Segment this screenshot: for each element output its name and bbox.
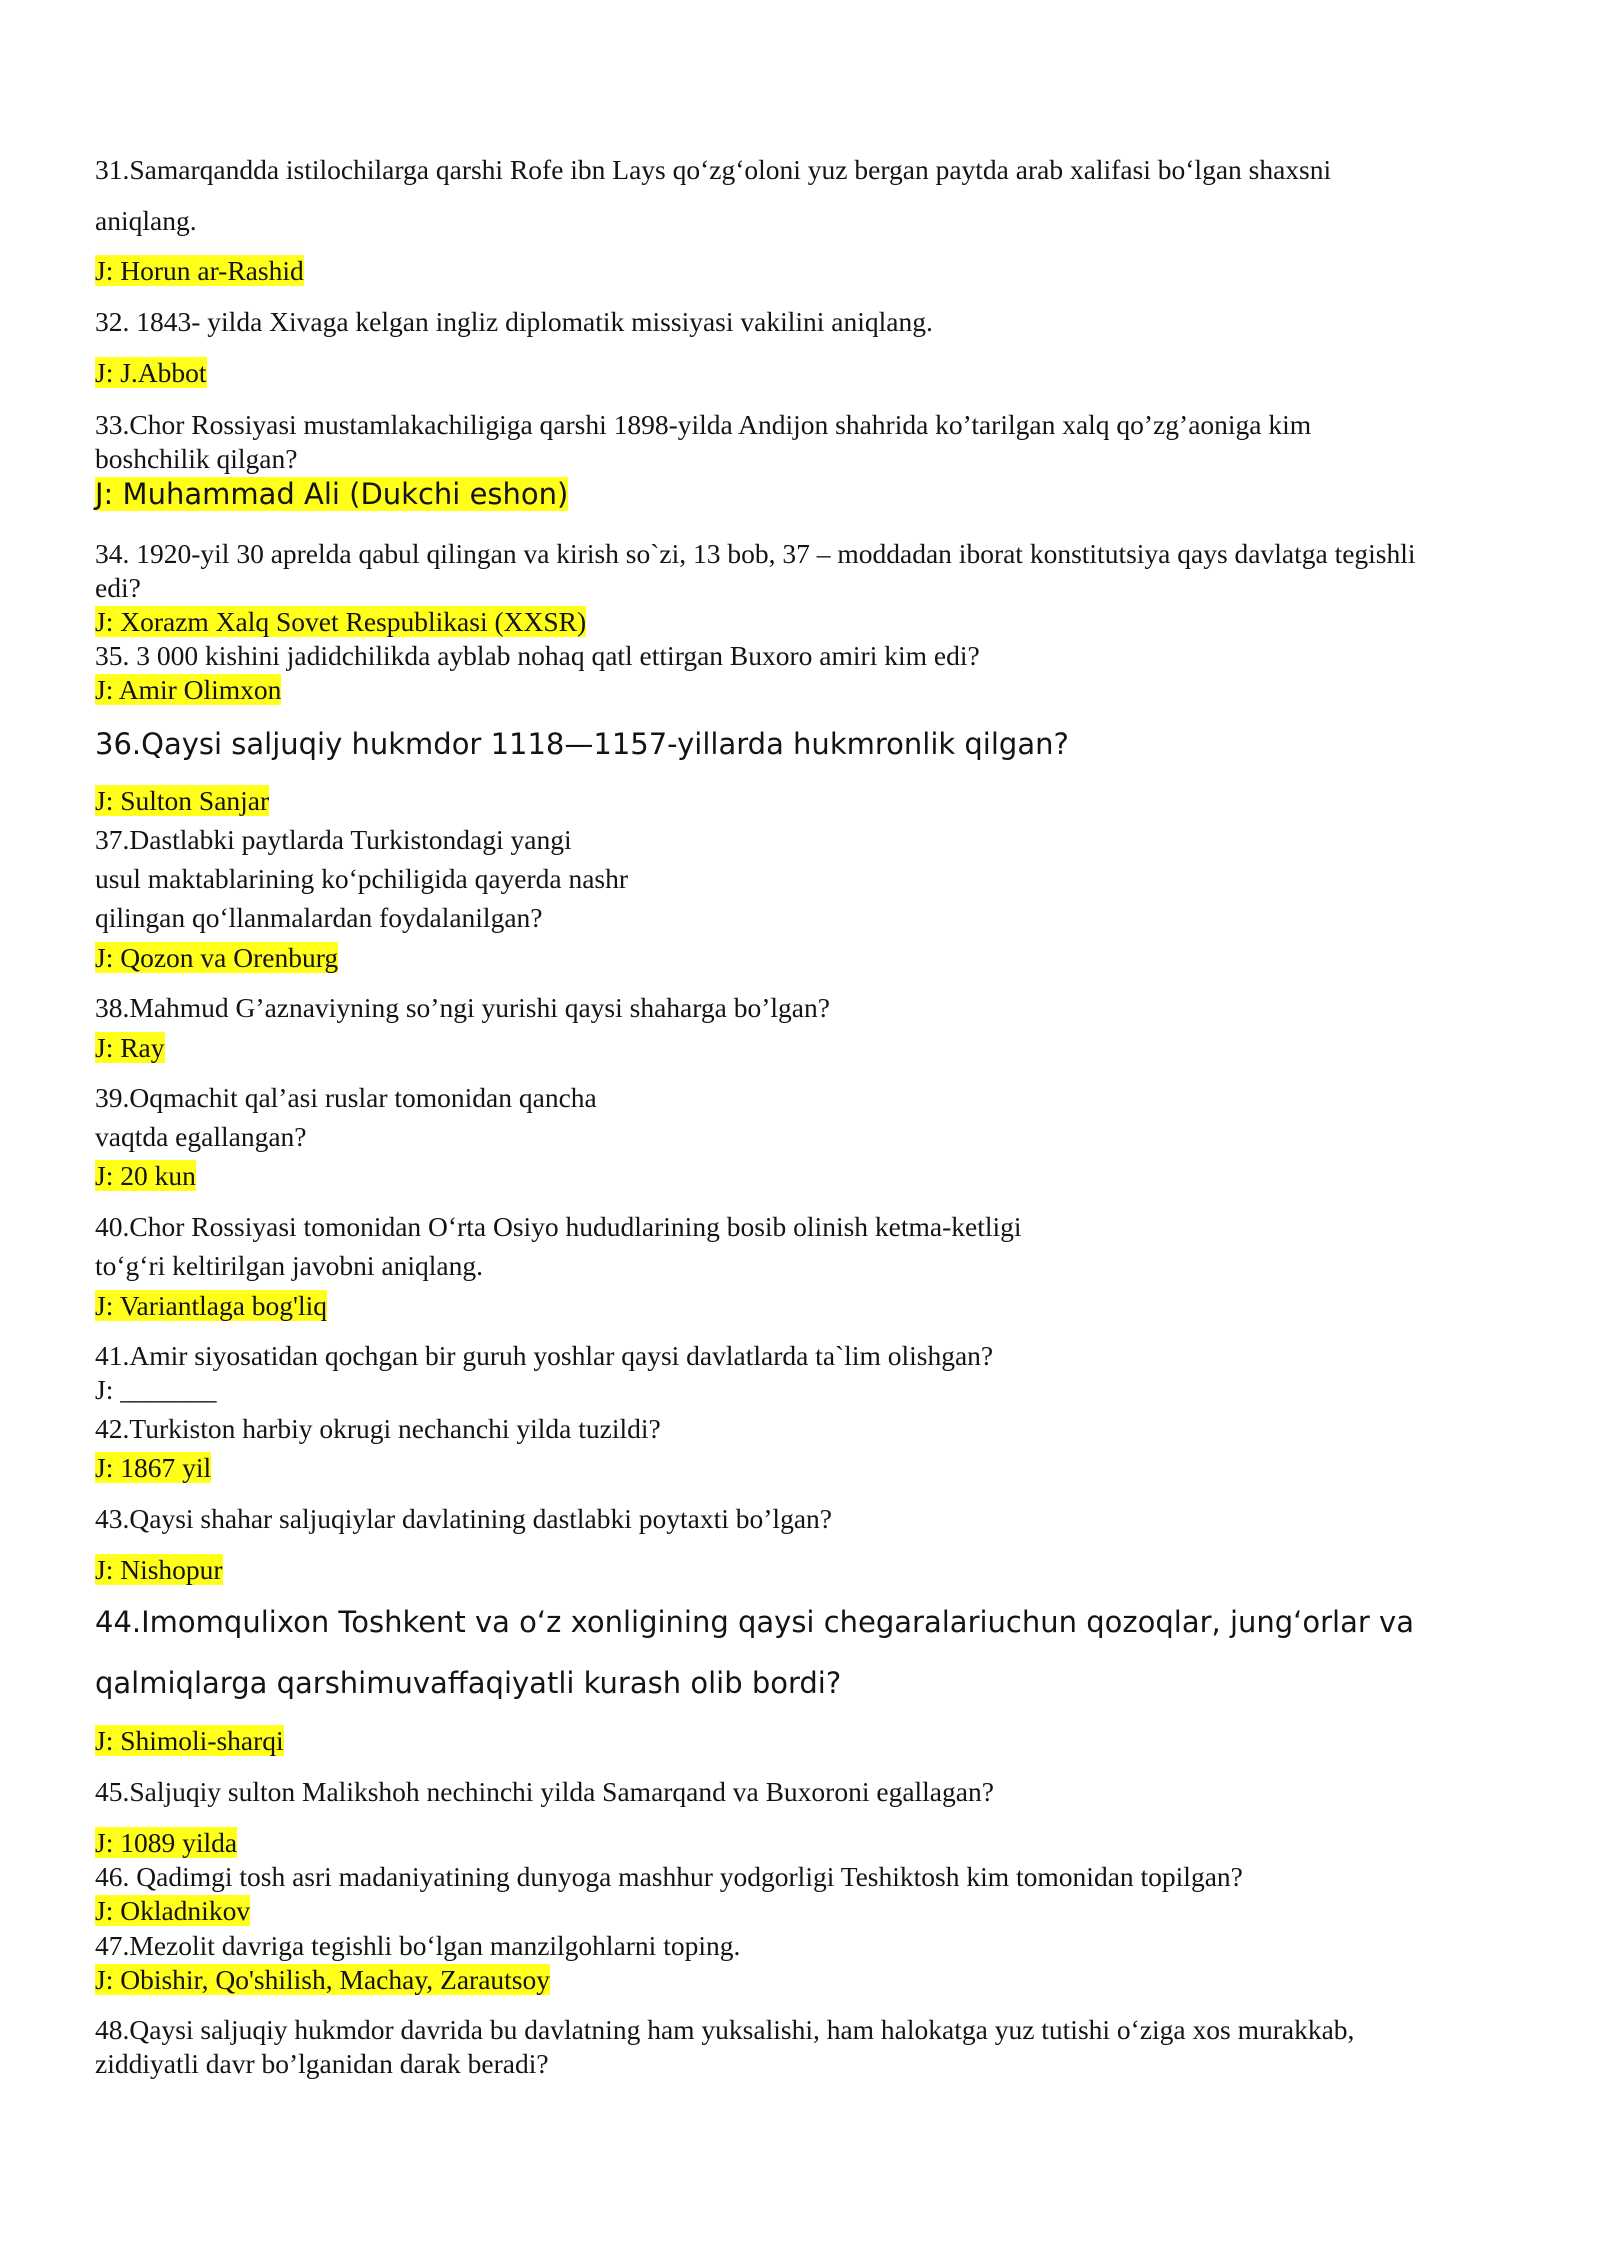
question-45 — [95, 1774, 1490, 1809]
question-34 — [95, 536, 1490, 571]
question-47 — [95, 1928, 1490, 1963]
question-37 — [95, 822, 1490, 857]
question-48-line-2: ziddiyatli davr bo’lganidan darak beradi? — [95, 2048, 549, 2079]
question-35-text: 35. 3 000 kishini jadidchilikda ayblab nohaq qatl ettirgan Buxoro amiri kim edi? — [95, 640, 980, 671]
answer-35 — [95, 672, 1490, 707]
question-38 — [95, 990, 1490, 1025]
question-39 — [95, 1080, 1490, 1115]
answer-47 — [95, 1962, 1490, 1997]
question-36-text: 36.Qaysi saljuqiy hukmdor 1118—1157-yillarda hukmronlik qilgan? — [95, 727, 1069, 761]
answer-37 — [95, 940, 1490, 975]
answer-32-text: J: J.Abbot — [95, 357, 207, 388]
answer-33-text: J: Muhammad Ali (Dukchi eshon) — [95, 477, 569, 511]
answer-37-text: J: Qozon va Orenburg — [95, 942, 339, 973]
answer-47-text: J: Obishir, Qo'shilish, Machay, Zarautsoy — [95, 1964, 550, 1995]
answer-41-text: J: _______ — [95, 1374, 217, 1405]
question-31 — [95, 152, 1490, 187]
answer-45-text: J: 1089 yilda — [95, 1827, 238, 1858]
question-44-line-1: 44.Imomqulixon Toshkent va o‘z xonligining qaysi chegaralariuchun qozoqlar, jung‘orlar va — [95, 1605, 1414, 1639]
question-47-text: 47.Mezolit davriga tegishli bo‘lgan manzilgohlarni toping. — [95, 1930, 741, 1961]
answer-31 — [95, 253, 1490, 288]
answer-32 — [95, 355, 1490, 390]
answer-44-text: J: Shimoli-sharqi — [95, 1725, 284, 1756]
question-43 — [95, 1501, 1490, 1536]
question-36 — [95, 725, 1490, 763]
question-43-text: 43.Qaysi shahar saljuqiylar davlatining dastlabki poytaxti bo’lgan? — [95, 1503, 832, 1534]
answer-35-text: J: Amir Olimxon — [95, 674, 282, 705]
question-42-text: 42.Turkiston harbiy okrugi nechanchi yilda tuzildi? — [95, 1413, 661, 1444]
question-32-text: 32. 1843- yilda Xivaga kelgan ingliz diplomatik missiyasi vakilini aniqlang. — [95, 306, 933, 337]
question-48-cont — [95, 2046, 1490, 2081]
question-33-line-2: boshchilik qilgan? — [95, 443, 298, 474]
question-41-text: 41.Amir siyosatidan qochgan bir guruh yoshlar qaysi davlatlarda ta`lim olishgan? — [95, 1340, 994, 1371]
answer-46 — [95, 1893, 1490, 1928]
answer-40 — [95, 1288, 1490, 1323]
answer-33 — [95, 475, 1490, 513]
question-46-text: 46. Qadimgi tosh asri madaniyatining dunyoga mashhur yodgorligi Teshiktosh kim tomonidan topilgan? — [95, 1861, 1243, 1892]
question-33-cont — [95, 441, 1490, 476]
answer-41 — [95, 1372, 1490, 1407]
question-40-cont — [95, 1248, 1490, 1283]
question-37-cont-2 — [95, 900, 1490, 935]
question-46 — [95, 1859, 1490, 1894]
question-44-line-2: qalmiqlarga qarshimuvaffaqiyatli kurash olib bordi? — [95, 1666, 842, 1700]
answer-46-text: J: Okladnikov — [95, 1895, 251, 1926]
answer-34 — [95, 604, 1490, 639]
answer-38 — [95, 1030, 1490, 1065]
question-37-line-1: 37.Dastlabki paytlarda Turkistondagi yangi — [95, 824, 572, 855]
answer-36-text: J: Sulton Sanjar — [95, 785, 270, 816]
question-39-cont — [95, 1119, 1490, 1154]
question-48-line-1: 48.Qaysi saljuqiy hukmdor davrida bu davlatning ham yuksalishi, ham halokatga yuz tutishi o‘ziga xos murakkab, — [95, 2014, 1355, 2045]
answer-42-text: J: 1867 yil — [95, 1452, 212, 1483]
question-32 — [95, 304, 1490, 339]
answer-45 — [95, 1825, 1490, 1860]
question-40 — [95, 1209, 1490, 1244]
question-37-cont-1 — [95, 861, 1490, 896]
question-39-line-2: vaqtda egallangan? — [95, 1121, 307, 1152]
answer-36 — [95, 783, 1490, 818]
question-38-text: 38.Mahmud G’aznaviyning so’ngi yurishi qaysi shaharga bo’lgan? — [95, 992, 830, 1023]
question-44-cont — [95, 1664, 1490, 1702]
answer-38-text: J: Ray — [95, 1032, 165, 1063]
question-44 — [95, 1603, 1490, 1641]
question-34-line-1: 34. 1920-yil 30 aprelda qabul qilingan va kirish so`zi, 13 bob, 37 – moddadan iborat konstitutsiya qays davlatga tegishli — [95, 538, 1416, 569]
question-35 — [95, 638, 1490, 673]
question-40-line-1: 40.Chor Rossiyasi tomonidan O‘rta Osiyo hududlarining bosib olinish ketma-ketligi — [95, 1211, 1022, 1242]
question-48 — [95, 2012, 1490, 2047]
answer-31-text: J: Horun ar-Rashid — [95, 255, 304, 286]
answer-43 — [95, 1552, 1490, 1587]
question-42 — [95, 1411, 1490, 1446]
question-41 — [95, 1338, 1490, 1373]
question-37-line-3: qilingan qo‘llanmalardan foydalanilgan? — [95, 902, 543, 933]
answer-40-text: J: Variantlaga bog'liq — [95, 1290, 328, 1321]
question-34-cont — [95, 570, 1490, 605]
question-31-line-2: aniqlang. — [95, 205, 197, 236]
answer-44 — [95, 1723, 1490, 1758]
answer-39 — [95, 1158, 1490, 1193]
question-33 — [95, 407, 1490, 442]
answer-43-text: J: Nishopur — [95, 1554, 223, 1585]
answer-39-text: J: 20 kun — [95, 1160, 196, 1191]
question-37-line-2: usul maktablarining ko‘pchiligida qayerda nashr — [95, 863, 629, 894]
answer-34-text: J: Xorazm Xalq Sovet Respublikasi (XXSR) — [95, 606, 587, 637]
question-33-line-1: 33.Chor Rossiyasi mustamlakachiligiga qarshi 1898-yilda Andijon shahrida ko’tarilgan xalq qo’zg’aoniga kim — [95, 409, 1312, 440]
question-31-cont — [95, 203, 1490, 238]
question-45-text: 45.Saljuqiy sulton Malikshoh nechinchi yilda Samarqand va Buxoroni egallagan? — [95, 1776, 994, 1807]
question-40-line-2: to‘g‘ri keltirilgan javobni aniqlang. — [95, 1250, 483, 1281]
question-31-line-1: 31.Samarqandda istilochilarga qarshi Rofe ibn Lays qo‘zg‘oloni yuz bergan paytda arab xalifasi bo‘lgan shaxsni — [95, 154, 1332, 185]
question-34-line-2: edi? — [95, 572, 141, 603]
answer-42 — [95, 1450, 1490, 1485]
question-39-line-1: 39.Oqmachit qal’asi ruslar tomonidan qancha — [95, 1082, 597, 1113]
